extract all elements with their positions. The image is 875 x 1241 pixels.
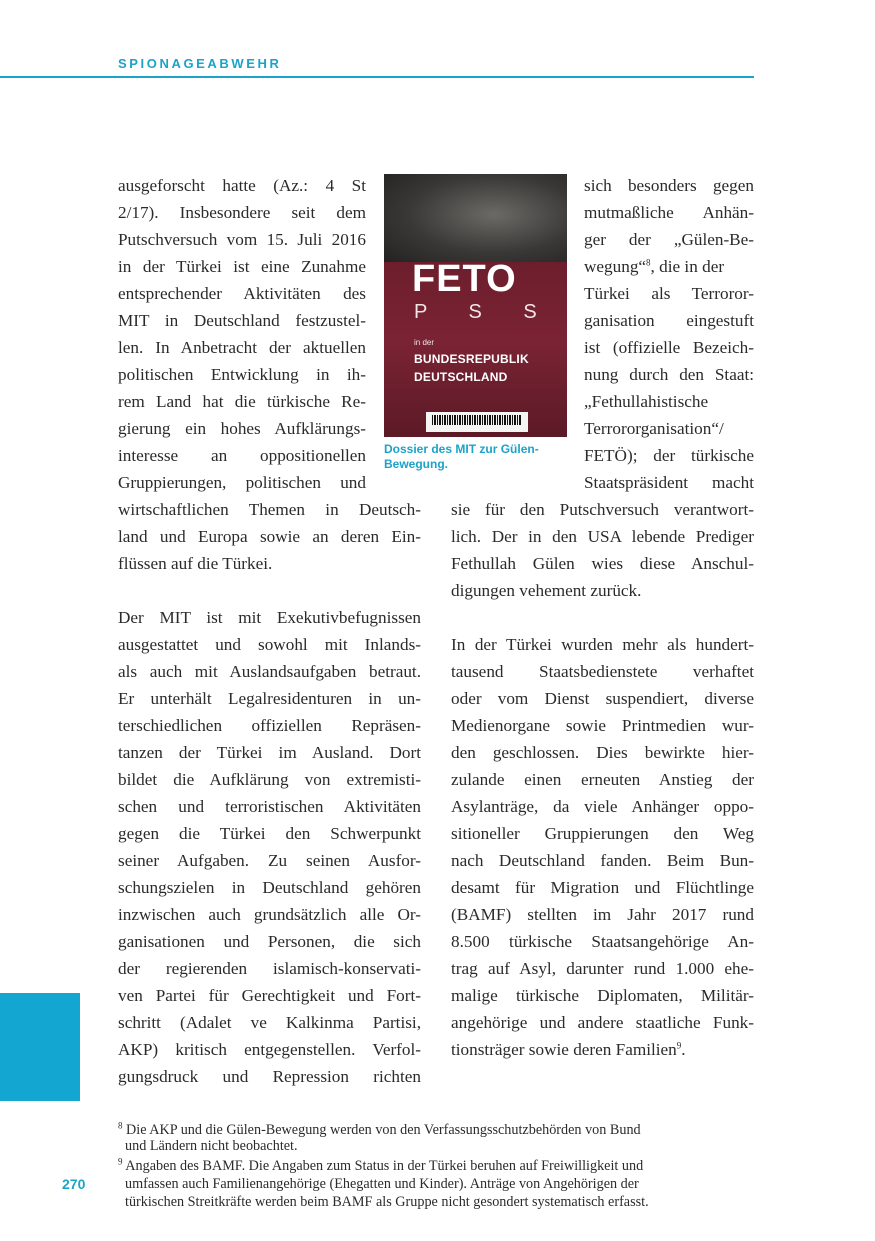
text-line: nach Deutschland fanden. Beim Bun-: [451, 851, 754, 870]
text-line: den geschlossen. Dies bewirkte hier-: [451, 743, 754, 762]
text-line: Staatspräsident macht: [584, 473, 754, 492]
footnote-text: Angaben des BAMF. Die Angaben zum Status in der Türkei beruhen auf Freiwilligkeit und: [125, 1158, 644, 1174]
text-line: Er unterhält Legalresidenturen in un-: [118, 689, 421, 708]
text-line: ist (offizielle Bezeich-: [584, 338, 754, 357]
text-line: ger der „Gülen-Be-: [584, 230, 754, 249]
text-line: schen und terroristischen Aktivitäten: [118, 797, 421, 816]
text-line: gungsdruck und Repression richten: [118, 1067, 421, 1086]
cover-title-letters: P S S: [414, 301, 555, 323]
text-line: (BAMF) stellten im Jahr 2017 rund: [451, 905, 754, 924]
footnote-9-line: [118, 1158, 643, 1174]
text-line: Medienorgane sowie Printmedien wur-: [451, 716, 754, 735]
caption-line: Bewegung.: [384, 457, 449, 471]
text-line: mutmaßliche Anhän-: [584, 203, 754, 222]
text-line: sitioneller Gruppierungen den Weg: [451, 824, 754, 843]
dossier-cover-image: [384, 174, 567, 437]
text-line: ganisation eingestuft: [584, 311, 754, 330]
footnote-ref: 9: [676, 1040, 682, 1051]
text-line: lich. Der in den USA lebende Prediger: [451, 527, 754, 546]
footnote-mark: 9: [118, 1156, 123, 1167]
footnote-ref: 8: [646, 257, 651, 268]
text-line: ausgestattet und sowohl mit Inlands-: [118, 635, 421, 654]
text-line: entsprechender Aktivitäten des: [118, 284, 366, 303]
footnote-text: Die AKP und die Gülen-Bewegung werden von den Verfassungsschutzbehörden von Bund: [126, 1122, 641, 1138]
footnote-mark: 8: [118, 1120, 123, 1131]
text-line: MIT in Deutschland festzustel-: [118, 311, 366, 330]
text-line: terschiedlichen offiziellen Repräsen-: [118, 716, 421, 735]
text-line: malige türkische Diplomaten, Militär-: [451, 986, 754, 1005]
footnote-8-line: [118, 1122, 641, 1138]
text-line: der regierenden islamisch-konservati-: [118, 959, 421, 978]
text-line: zulande einen erneuten Anstieg der: [451, 770, 754, 789]
cover-photo-area: [384, 174, 567, 264]
text-line: flüssen auf die Türkei.: [118, 554, 273, 573]
text-line: seiner Aufgaben. Zu seinen Ausfor-: [118, 851, 421, 870]
text-line: sich besonders gegen: [584, 176, 754, 195]
text-fragment: .: [681, 1040, 686, 1059]
cover-subtitle-line2: DEUTSCHLAND: [414, 370, 508, 384]
text-line: tanzen der Türkei im Ausland. Dort: [118, 743, 421, 762]
text-line: ganisationen und Personen, die sich: [118, 932, 421, 951]
text-line: In der Türkei wurden mehr als hundert-: [451, 635, 754, 654]
text-line: [451, 1036, 754, 1063]
side-color-block: [0, 993, 80, 1101]
text-line: ven Partei für Gerechtigkeit und Fort-: [118, 986, 421, 1005]
text-line: bildet die Aufklärung von extremisti-: [118, 770, 421, 789]
cover-subtitle-line1: BUNDESREPUBLIK: [414, 352, 529, 366]
caption-line: Dossier des MIT zur Gülen-: [384, 442, 539, 456]
section-header-label: SPIONAGEABWEHR: [118, 56, 282, 71]
text-line: trag auf Asyl, darunter rund 1.000 ehe-: [451, 959, 754, 978]
text-line: desamt für Migration und Flüchtlinge: [451, 878, 754, 897]
text-line: rem Land hat die türkische Re-: [118, 392, 366, 411]
text-line: sie für den Putschversuch verantwort-: [451, 500, 754, 519]
barcode-label: [426, 412, 528, 432]
text-line: tausend Staatsbedienstete verhaftet: [451, 662, 754, 681]
text-line: in der Türkei ist eine Zunahme: [118, 257, 366, 276]
text-line: gierung ein hohes Aufklärungs-: [118, 419, 366, 438]
text-line: oder vom Dienst suspendiert, diverse: [451, 689, 754, 708]
cover-title: FETO: [412, 258, 517, 300]
text-line: 8.500 türkische Staatsangehörige An-: [451, 932, 754, 951]
text-line: Terrororganisation“/: [584, 419, 724, 438]
text-line: politischen Entwicklung in ih-: [118, 365, 366, 384]
text-line: nung durch den Staat:: [584, 365, 754, 384]
text-line: angehörige und andere staatliche Funk-: [451, 1013, 754, 1032]
footnote-9-line: umfassen auch Familienangehörige (Ehegatten und Kinder). Anträge von Angehörigen der: [125, 1176, 639, 1192]
text-line: gegen die Türkei den Schwerpunkt: [118, 824, 421, 843]
text-line: schungszielen in Deutschland gehören: [118, 878, 421, 897]
footnote-9-line: türkischen Streitkräfte werden beim BAMF als Gruppe nicht gesondert systematisch erfasst.: [125, 1194, 649, 1210]
text-line: Putschversuch vom 15. Juli 2016: [118, 230, 366, 249]
text-line: [584, 253, 754, 280]
text-line: Fethullah Gülen wies diese Anschul-: [451, 554, 754, 573]
text-line: FETÖ); der türkische: [584, 446, 754, 465]
text-line: wirtschaftlichen Themen in Deutsch-: [118, 500, 421, 519]
text-fragment: , die in der: [650, 257, 725, 276]
text-line: 2/17). Insbesondere seit dem: [118, 203, 366, 222]
text-line: „Fethullahistische: [584, 392, 709, 411]
text-line: Gruppierungen, politischen und: [118, 473, 366, 492]
figure-caption: [384, 442, 568, 472]
footnote-8-line: und Ländern nicht beobachtet.: [125, 1138, 298, 1154]
text-line: als auch mit Auslandsaufgaben betraut.: [118, 662, 421, 681]
text-line: schritt (Adalet ve Kalkinma Partisi,: [118, 1013, 421, 1032]
text-fragment: tionsträger sowie deren Familien: [451, 1040, 677, 1059]
text-line: interesse an oppositionellen: [118, 446, 366, 465]
text-line: Asylanträge, da viele Anhänger oppo-: [451, 797, 754, 816]
text-fragment: wegung“: [584, 257, 647, 276]
text-line: AKP) kritisch entgegenstellen. Verfol-: [118, 1040, 421, 1059]
text-line: Der MIT ist mit Exekutivbefugnissen: [118, 608, 421, 627]
cover-small-text: in der: [414, 338, 435, 347]
text-line: digungen vehement zurück.: [451, 581, 642, 600]
header-rule: [0, 76, 754, 78]
text-line: land und Europa sowie an deren Ein-: [118, 527, 421, 546]
text-line: ausgeforscht hatte (Az.: 4 St: [118, 176, 366, 195]
text-line: len. In Anbetracht der aktuellen: [118, 338, 366, 357]
text-line: inzwischen auch grundsätzlich alle Or-: [118, 905, 421, 924]
page-number: 270: [62, 1176, 86, 1192]
barcode-icon: [432, 415, 522, 425]
text-line: Türkei als Terroror-: [584, 284, 754, 303]
